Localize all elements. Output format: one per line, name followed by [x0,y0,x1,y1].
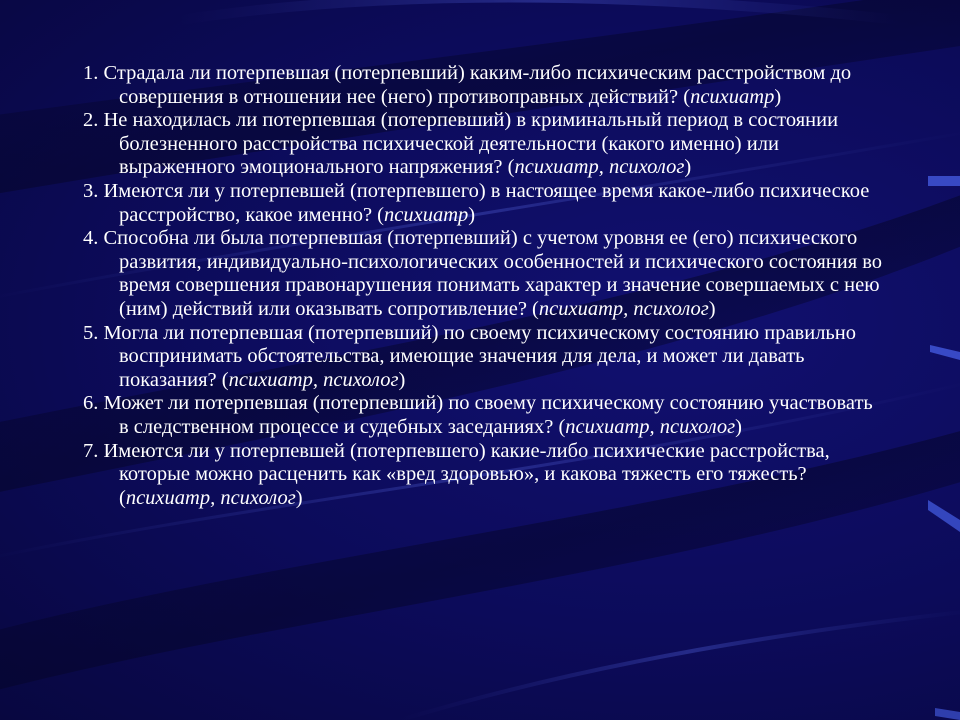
question-1: 1. Страдала ли потерпевшая (потерпевший) каким-либо психическим расстройством до совершения в отношении нее (него) противоправных действий? (психиатр) [83,62,852,108]
question-4-role: психиатр, психолог [538,297,709,320]
question-6: 6. Может ли потерпевшая (потерпевший) по своему психическому состоянию участвовать в следственном процессе и судебных заседаниях? (психиатр, психолог) [83,392,873,438]
question-7-role: психиатр, психолог [125,486,296,509]
question-3: 3. Имеются ли у потерпевшей (потерпевшего) в настоящее время какое-либо психическое расстройство, какое именно? (психиатр) [83,179,870,226]
questions-list [83,62,883,510]
question-5: 5. Могла ли потерпевшая (потерпевший) по своему психическому состоянию правильно воспринимать обстоятельства, имеющие значения для дела, и может ли давать показания? (психиатр, психолог) [83,321,856,391]
question-2-role: психиатр, психолог [514,156,685,179]
question-2: 2. Не находилась ли потерпевшая (потерпевший) в криминальный период в состоянии болезненного расстройства психической деятельности (какого именно) или выраженного эмоционального напряжения? (психиатр, психолог) [83,109,839,179]
question-4: 4. Способна ли была потерпевшая (потерпевший) с учетом уровня ее (его) психического развития, индивидуально-психологических особенностей и психического состояния во время совершения правонарушения понимать характер и значение совершаемых с нею (ним) действий или оказывать сопротивление? (психиатр, психолог) [83,227,883,320]
question-7: 7. Имеются ли у потерпевшей (потерпевшего) какие-либо психические расстройства, которые можно расценить как «вред здоровью», и какова тяжесть его тяжесть? (психиатр, психолог) [83,439,830,509]
question-5-role: психиатр, психолог [228,368,399,391]
question-3-role: психиатр [384,203,469,226]
question-1-role: психиатр [690,85,775,108]
question-6-role: психиатр, психолог [565,415,736,438]
